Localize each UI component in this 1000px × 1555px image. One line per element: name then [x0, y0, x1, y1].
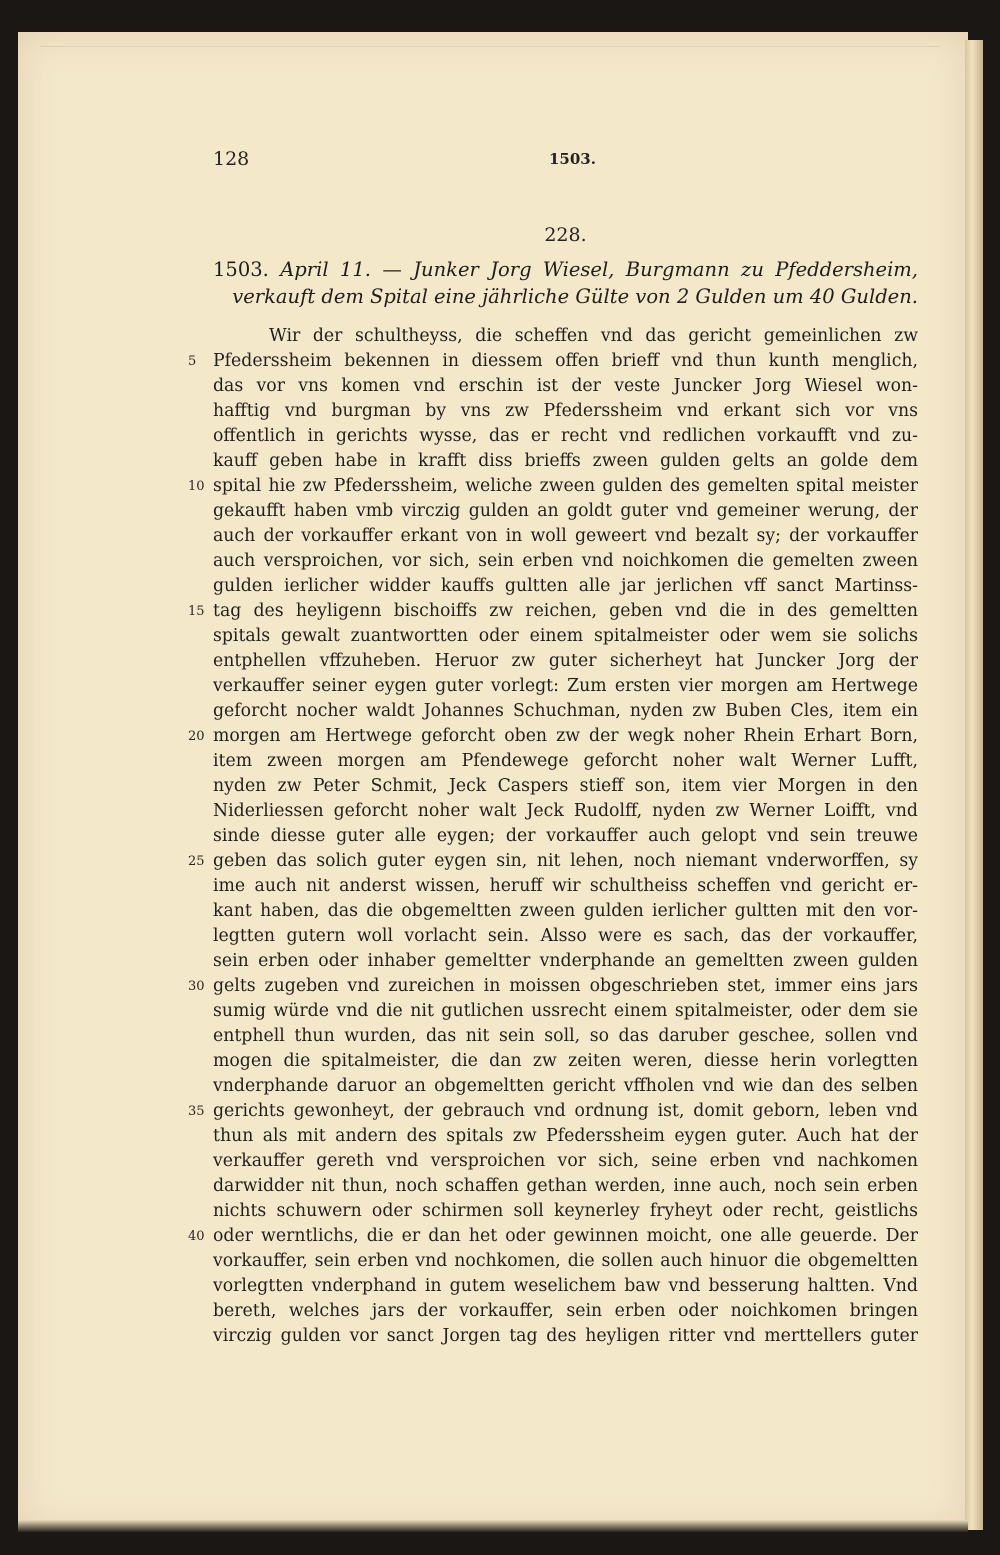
- line-number: 35: [188, 1104, 205, 1119]
- text-line: [188, 474, 918, 499]
- line-text: sumig würde vnd die nit gutlichen ussrecht einem spitalmeister, oder dem sie: [213, 1001, 918, 1021]
- line-text: tag des heyligenn bischoiffs zw reichen, geben vnd die in des gemeltten: [213, 601, 918, 621]
- line-text: kant haben, das die obgemeltten zween gulden ierlicher gultten mit den vor-: [213, 901, 918, 921]
- text-line: [213, 1324, 918, 1349]
- line-number: 25: [188, 854, 205, 869]
- line-text: Pfederssheim bekennen in diessem offen brieff vnd thun kunth menglich,: [213, 351, 918, 371]
- line-text: spitals gewalt zuantwortten oder einem spitalmeister oder wem sie solichs: [213, 626, 918, 646]
- line-text: gekaufft haben vmb virczig gulden an goldt guter vnd gemeiner werung, der: [213, 501, 918, 521]
- text-line: [213, 899, 918, 924]
- line-text: oder werntlichs, die er dan het oder gewinnen moicht, one alle geuerde. Der: [213, 1226, 918, 1246]
- text-line: [213, 1174, 918, 1199]
- text-line: [213, 924, 918, 949]
- text-line: [213, 524, 918, 549]
- line-text: geforcht nocher waldt Johannes Schuchman, nyden zw Buben Cles, item ein: [213, 701, 918, 721]
- line-text: gulden ierlicher widder kauffs gultten alle jar jerlichen vff sanct Martinss-: [213, 576, 918, 596]
- line-text: verkauffer gereth vnd versproichen vor sich, seine erben vnd nachkomen: [213, 1151, 918, 1171]
- text-line: [188, 849, 918, 874]
- text-line: [213, 499, 918, 524]
- line-text: legtten gutern woll vorlacht sein. Alsso were es sach, das der vorkauffer,: [213, 926, 918, 946]
- line-text: vnderphande daruor an obgemeltten gericht vffholen vnd wie dan des selben: [213, 1076, 918, 1096]
- text-line: [213, 749, 918, 774]
- text-line: [213, 1274, 918, 1299]
- text-line: [188, 349, 918, 374]
- text-line: [213, 774, 918, 799]
- line-text: geben das solich guter eygen sin, nit lehen, noch niemant vnderworffen, sy: [213, 851, 918, 871]
- document-number: 228.: [544, 224, 587, 246]
- line-text: bereth, welches jars der vorkauffer, sein erben oder noichkomen bringen: [213, 1301, 918, 1321]
- line-text: spital hie zw Pfederssheim, weliche zween gulden des gemelten spital meister: [213, 476, 918, 496]
- text-line: [213, 1049, 918, 1074]
- line-text: darwidder nit thun, noch schaffen gethan werden, inne auch, noch sein erben: [213, 1176, 918, 1196]
- text-line: [213, 549, 918, 574]
- line-text: gerichts gewonheyt, der gebrauch vnd ordnung ist, domit geborn, leben vnd: [213, 1101, 918, 1121]
- line-text: mogen die spitalmeister, die dan zw zeiten weren, diesse herin vorlegtten: [213, 1051, 918, 1071]
- summary-day: April 11.: [280, 258, 371, 281]
- summary-year: 1503.: [213, 258, 269, 281]
- text-line: [213, 674, 918, 699]
- line-text: nyden zw Peter Schmit, Jeck Caspers stieff son, item vier Morgen in den: [213, 776, 918, 796]
- line-text: sein erben oder inhaber gemeltter vnderphande an gemeltten zween gulden: [213, 951, 918, 971]
- line-text: kauff geben habe in krafft diss brieffs zween gulden gelts an golde dem: [213, 451, 918, 471]
- text-line: [213, 324, 918, 349]
- text-line: [188, 1224, 918, 1249]
- text-line: [213, 1299, 918, 1324]
- line-text: hafftig vnd burgman by vns zw Pfederssheim vnd erkant sich vor vns: [213, 401, 918, 421]
- line-text: thun als mit andern des spitals zw Pfederssheim eygen guter. Auch hat der: [213, 1126, 918, 1146]
- text-line: [213, 424, 918, 449]
- line-text: sinde diesse guter alle eygen; der vorkauffer auch gelopt vnd sein treuwe: [213, 826, 918, 846]
- text-line: [213, 1124, 918, 1149]
- summary-title: Junker Jorg Wiesel, Burgmann zu Pfeddersheim,: [413, 258, 918, 281]
- line-number: 5: [188, 354, 197, 369]
- text-line: [188, 724, 918, 749]
- line-number: 40: [188, 1229, 205, 1244]
- text-line: [213, 1149, 918, 1174]
- text-line: [213, 649, 918, 674]
- line-text: virczig gulden vor sanct Jorgen tag des heyligen ritter vnd merttellers guter: [213, 1326, 918, 1346]
- text-line: [213, 1074, 918, 1099]
- running-head-year: 1503.: [549, 150, 596, 168]
- text-line: [213, 1199, 918, 1224]
- text-line: [188, 599, 918, 624]
- text-line: [213, 824, 918, 849]
- page-top-edge: [40, 46, 940, 47]
- line-text: nichts schuwern oder schirmen soll keynerley fryheyt oder recht, geistlichs: [213, 1201, 918, 1221]
- line-text: verkauffer seiner eygen guter vorlegt: Zum ersten vier morgen am Hertwege: [213, 676, 918, 696]
- text-line: [213, 1024, 918, 1049]
- text-line: [188, 1099, 918, 1124]
- summary-line-2: verkauft dem Spital eine jährliche Gülte von 2 Gulden um 40 Gulden.: [232, 285, 918, 308]
- text-line: [213, 374, 918, 399]
- text-line: [213, 1249, 918, 1274]
- line-text: vorlegtten vnderphand in gutem weselichem baw vnd besserung haltten. Vnd: [213, 1276, 918, 1296]
- running-header: [213, 148, 918, 174]
- line-text: gelts zugeben vnd zureichen in moissen obgeschrieben stet, immer eins jars: [213, 976, 918, 996]
- text-line: [213, 624, 918, 649]
- line-text: auch versproichen, vor sich, sein erben vnd noichkomen die gemelten zween: [213, 551, 918, 571]
- line-text: Niderliessen geforcht noher walt Jeck Rudolff, nyden zw Werner Loifft, vnd: [213, 801, 918, 821]
- text-line: [213, 574, 918, 599]
- text-line: [213, 799, 918, 824]
- text-line: [213, 399, 918, 424]
- line-text: das vor vns komen vnd erschin ist der veste Juncker Jorg Wiesel won-: [213, 376, 918, 396]
- summary-dash: —: [370, 258, 414, 281]
- line-number: 10: [188, 479, 205, 494]
- line-number: 15: [188, 604, 205, 619]
- document-body: [188, 324, 918, 1349]
- document-summary: [213, 256, 918, 310]
- page-bottom-edge: [18, 1520, 968, 1532]
- line-text: morgen am Hertwege geforcht oben zw der wegk noher Rhein Erhart Born,: [213, 726, 918, 746]
- line-text: entphell thun wurden, das nit sein soll, so das daruber geschee, sollen vnd: [213, 1026, 918, 1046]
- line-text: item zween morgen am Pfendewege geforcht noher walt Werner Lufft,: [213, 751, 918, 771]
- page-number: 128: [213, 148, 250, 170]
- text-line: [213, 874, 918, 899]
- text-line: [188, 974, 918, 999]
- line-text: vorkauffer, sein erben vnd nochkomen, die sollen auch hinuor die obgemeltten: [213, 1251, 918, 1271]
- summary-line-1: [213, 256, 918, 283]
- text-line: [213, 449, 918, 474]
- page-edge: [965, 40, 983, 1530]
- text-line: [213, 699, 918, 724]
- line-number: 30: [188, 979, 205, 994]
- text-line: [213, 999, 918, 1024]
- text-line: [213, 949, 918, 974]
- line-number: 20: [188, 729, 205, 744]
- line-text: ime auch nit anderst wissen, heruff wir schultheiss scheffen vnd gericht er-: [213, 876, 918, 896]
- line-text: auch der vorkauffer erkant von in woll geweert vnd bezalt sy; der vorkauffer: [213, 526, 918, 546]
- line-text: Wir der schultheyss, die scheffen vnd das gericht gemeinlichen zw: [269, 326, 918, 346]
- line-text: entphellen vffzuheben. Heruor zw guter sicherheyt hat Juncker Jorg der: [213, 651, 918, 671]
- line-text: offentlich in gerichts wysse, das er recht vnd redlichen vorkaufft vnd zu-: [213, 426, 918, 446]
